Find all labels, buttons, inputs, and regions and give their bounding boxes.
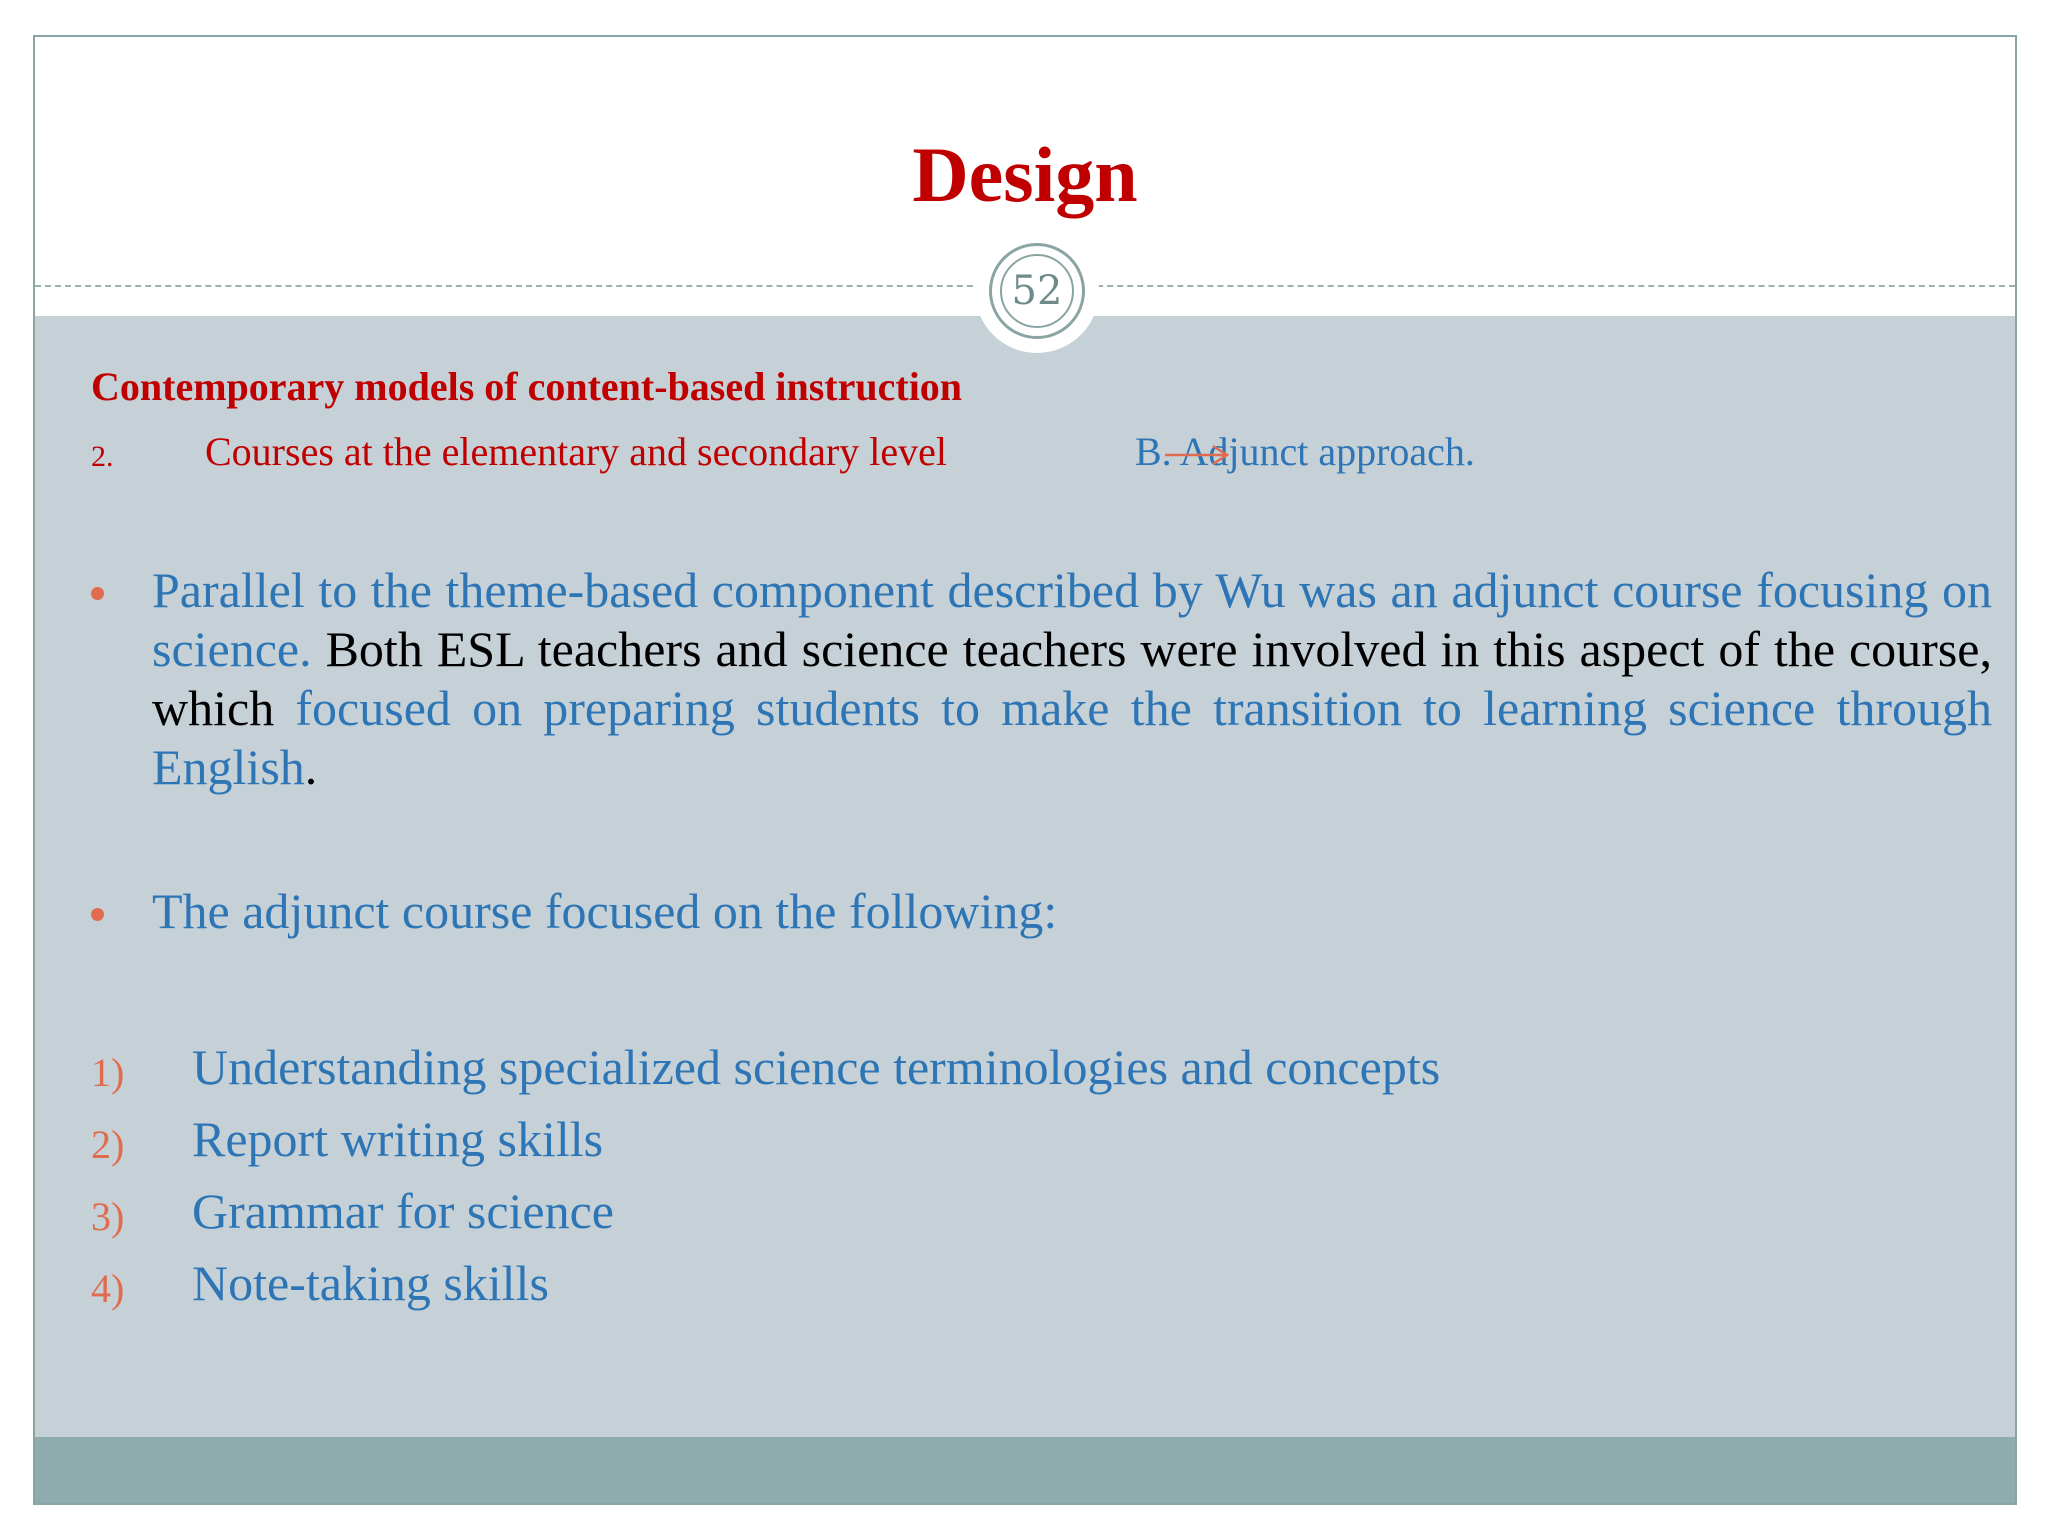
course-number: 2.: [91, 440, 114, 473]
list-item-text: Grammar for science: [192, 1183, 614, 1239]
paragraph-1-part-2: Both ESL teachers and science teachers were involved in this aspect of the course, which: [152, 621, 1992, 736]
footer-band: [35, 1437, 2015, 1505]
approach-label: B. Adjunct approach.: [1135, 429, 1475, 474]
bullet-paragraph-2: The adjunct course focused on the following:: [152, 883, 1058, 939]
paragraph-1-part-4: .: [304, 739, 318, 795]
slide-title: Design: [912, 131, 1138, 218]
bullet-dot-icon: [91, 908, 104, 921]
list-item-number: 1): [91, 1050, 125, 1095]
page-number-badge: [975, 229, 1099, 353]
slide: [33, 35, 2017, 1505]
list-item-text: Report writing skills: [192, 1111, 604, 1167]
list-item-text: Note-taking skills: [192, 1255, 549, 1311]
bullet-paragraph-1: [152, 561, 1992, 797]
list-item-number: 2): [91, 1122, 125, 1167]
paragraph-1-part-3: focused on preparing students to make the transition to learning science through English: [152, 680, 1992, 795]
paragraph-1-part-1: Parallel to the theme-based component described by Wu was an adjunct course focusing on science.: [152, 562, 1992, 677]
slide-subtitle: Contemporary models of content-based instruction: [91, 364, 963, 409]
page-number: 52: [1000, 254, 1074, 328]
page-number-ring: [989, 243, 1085, 339]
course-label: Courses at the elementary and secondary level: [205, 429, 947, 474]
bullet-dot-icon: [91, 587, 104, 600]
list-item-number: 3): [91, 1194, 125, 1239]
arrow-right-icon: [1165, 443, 1231, 467]
list-item-number: 4): [91, 1266, 125, 1311]
list-item-text: Understanding specialized science terminologies and concepts: [192, 1039, 1441, 1095]
